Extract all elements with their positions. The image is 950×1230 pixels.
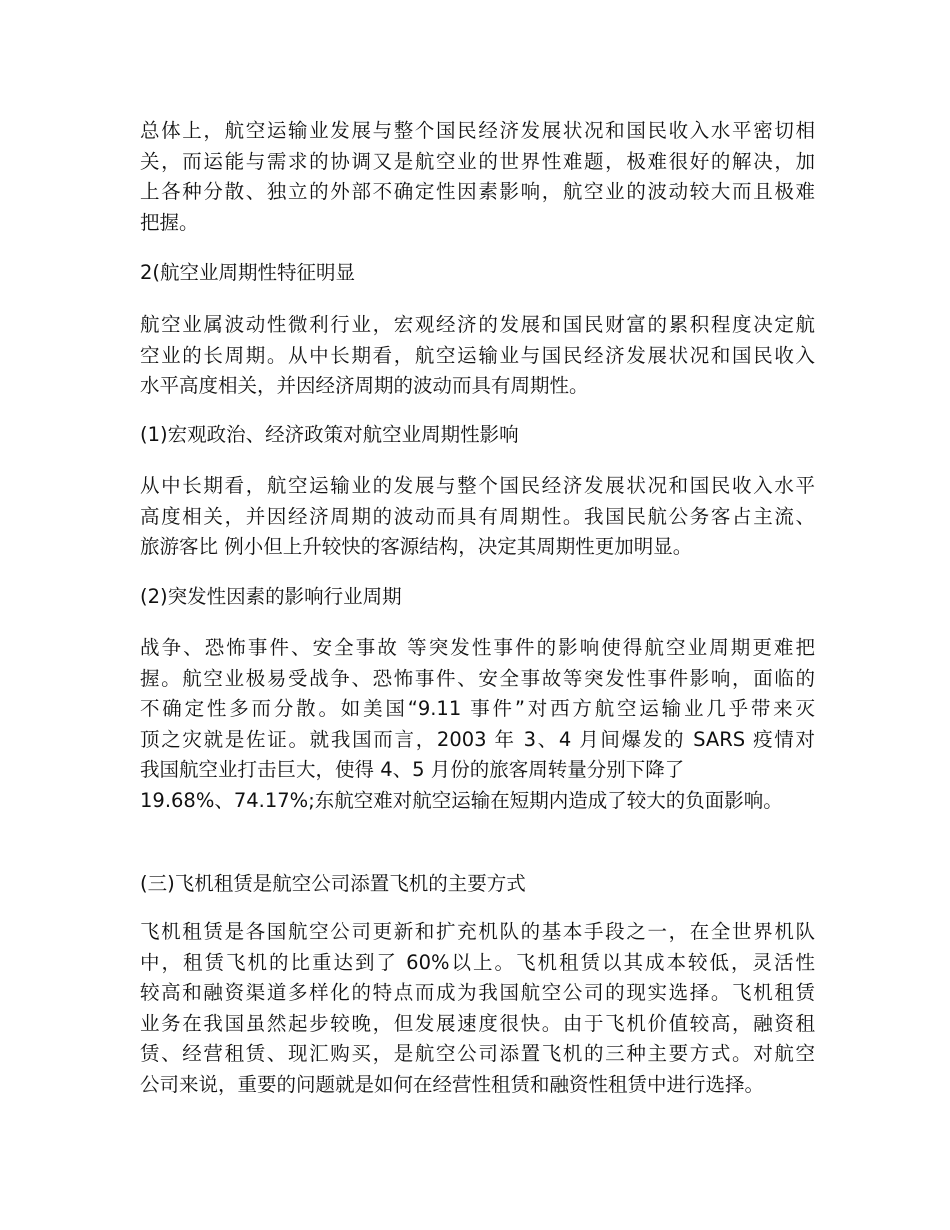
heading-cyclical-features [140,258,815,289]
text-line: 较高和融资渠道多样化的特点而成为我国航空公司的现实选择。飞机租赁 [140,981,815,1004]
text-line: 顶之灾就是佐证。就我国而言，2003 年 3、4 月间爆发的 SARS 疫情对 [140,727,815,751]
paragraph-aircraft-leasing [140,917,815,1100]
text-line: 把握。 [140,210,199,234]
text-line: 旅游客比 例小但上升较快的客源结构，决定其周期性更加明显。 [140,535,693,558]
heading-text: (1)宏观政治、经济政策对航空业周期性影响 [140,423,519,446]
text-line: 高度相关，并因经济周期的波动而具有周期性。我国民航公务客占主流、 [140,504,815,528]
text-line: 水平高度相关，并因经济周期的波动而具有周期性。 [140,374,589,397]
text-line: 飞机租赁是各国航空公司更新和扩充机队的基本手段之一，在全世界机队 [140,920,815,943]
heading-sudden-factors [140,582,815,613]
text-line: 业务在我国虽然起步较晚，但发展速度很快。由于飞机价值较高，融资租 [140,1011,815,1035]
text-line: 总体上，航空运输业发展与整个国民经济发展状况和国民收入水平密切相 [140,119,815,142]
paragraph-sudden-events [140,633,815,816]
text-line: 不确定性多而分散。如美国“9.11 事件”对西方航空运输业几乎带来灭 [140,697,815,720]
paragraph-cyclical-industry [140,310,815,402]
text-line: 关，而运能与需求的协调又是航空业的世界性难题，极难很好的解决，加 [140,149,815,173]
text-line: 从中长期看，航空运输业的发展与整个国民经济发展状况和国民收入水平 [140,474,815,497]
heading-macro-policy [140,420,815,451]
paragraph-long-term-view [140,471,815,563]
text-line: 握。航空业极易受战争、恐怖事件、安全事故等突发性事件影响，面临的 [140,666,815,690]
text-line: 中，租赁飞机的比重达到了 60%以上。飞机租赁以其成本较低，灵活性 [140,950,815,974]
text-line: 战争、恐怖事件、安全事故 等突发性事件的影响使得航空业周期更难把 [140,636,815,659]
text-line: 上各种分散、独立的外部不确定性因素影响，航空业的波动较大而且极难 [140,180,815,203]
text-line: 我国航空业打击巨大，使得 4、5 月份的旅客周转量分别下降了 [140,758,685,781]
heading-text: (三)飞机租赁是航空公司添置飞机的主要方式 [140,872,526,895]
text-line: 空业的长周期。从中长期看，航空运输业与国民经济发展状况和国民收入 [140,343,815,367]
paragraph-aviation-overview [140,116,815,238]
heading-aircraft-leasing [140,869,815,900]
text-line: 公司来说，重要的问题就是如何在经营性租赁和融资性租赁中进行选择。 [140,1072,765,1096]
text-line: 航空业属波动性微利行业，宏观经济的发展和国民财富的累积程度决定航 [140,313,815,336]
heading-text: (2)突发性因素的影响行业周期 [140,585,402,608]
text-line: 赁、经营租赁、现汇购买，是航空公司添置飞机的三种主要方式。对航空 [140,1042,815,1065]
heading-text: 2(航空业周期性特征明显 [140,261,356,284]
text-line: 19.68%、74.17%;东航空难对航空运输在短期内造成了较大的负面影响。 [140,788,783,812]
